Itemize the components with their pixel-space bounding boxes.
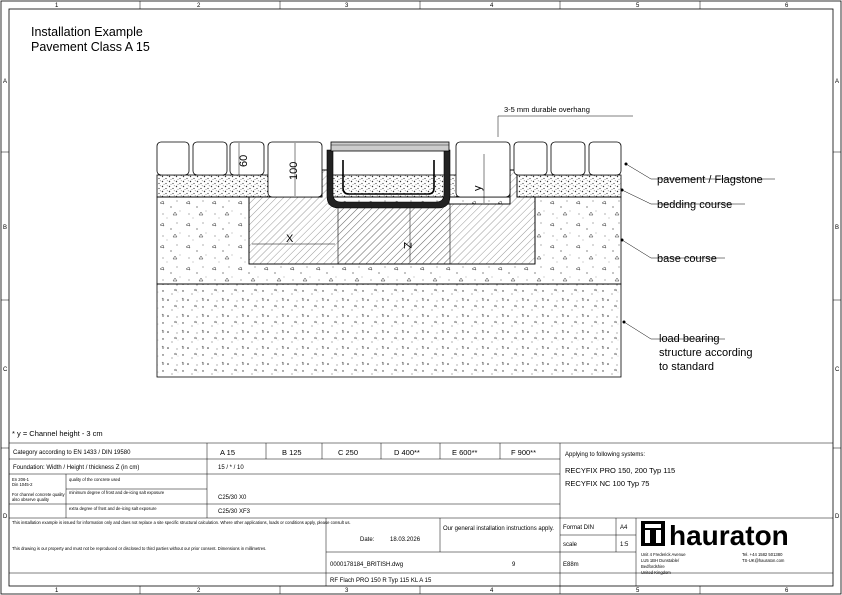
disclaimer-2: This drawing is our property and must not be reproduced or disclosed to third parties without our prior consent. Dimensions in millimetres. <box>12 546 267 551</box>
min-exposure-label: minimum degree of frost and de-icing salt exposure <box>69 490 165 495</box>
contact-phone: Tel. +44 1582 501380 <box>742 552 783 557</box>
callout-leaders <box>622 164 775 339</box>
disclaimer-1: This installation example is issued for information only and does not replace a site specific structural calculation. Where other applications, loads or conditions apply, please consult us. <box>12 520 351 525</box>
col-label-6: 6 <box>785 3 789 9</box>
col-label-6-bottom: 6 <box>785 588 789 594</box>
class-e600: E 600** <box>452 448 478 457</box>
concrete-quality-label: quality of the concrete used <box>69 477 121 482</box>
callout-pavement: pavement / Flagstone <box>657 174 763 186</box>
format-label: Format DIN <box>563 525 595 531</box>
col-label-3-bottom: 3 <box>345 588 349 594</box>
class-f900: F 900** <box>511 448 537 457</box>
system-2: RECYFIX NC 100 Typ 75 <box>565 479 650 488</box>
drawing-description: RF Flach PRO 150 R Typ 115 KL A 15 <box>330 578 432 584</box>
foundation-inner-box <box>338 204 450 264</box>
paving-slab <box>193 142 227 175</box>
callout-load-1: load bearing <box>659 333 720 345</box>
class-d400: D 400** <box>394 448 420 457</box>
foundation-label: Foundation: Width / Height / thickness Z (in cm) <box>13 465 140 471</box>
concrete-c25-xf3: C25/30 XF3 <box>218 509 251 515</box>
callout-base: base course <box>657 253 717 265</box>
format-value: A4 <box>620 525 628 531</box>
row-label-b: B <box>3 225 8 231</box>
col-label-3: 3 <box>345 3 349 9</box>
load-bearing-layer <box>157 284 621 377</box>
paving-slab <box>589 142 621 175</box>
date-label: Date: <box>360 537 375 543</box>
row-label-a-right: A <box>835 79 840 85</box>
hauraton-logo <box>641 520 789 551</box>
col-label-4: 4 <box>490 3 494 9</box>
contact-email: TS-UK@hauraton.com <box>742 558 785 563</box>
concrete-note-1: For channel concrete quality <box>12 492 65 497</box>
drawing-title: Installation Example <box>31 25 143 39</box>
applies-label: Applying to following systems: <box>565 452 646 458</box>
dim-60-label: 60 <box>238 154 250 167</box>
paving-slab <box>157 142 189 175</box>
col-label-5: 5 <box>636 3 640 9</box>
foundation-value: 15 / * / 10 <box>218 465 244 471</box>
channel-grating <box>331 142 449 151</box>
drawing-number: 0000178184_BRITISH.dwg <box>330 562 404 568</box>
footnote: * y = Channel height - 3 cm <box>12 429 103 438</box>
row-label-d: D <box>3 514 8 520</box>
standard-en206: En 206-1 <box>12 477 29 482</box>
callout-load-2: structure according <box>659 347 753 359</box>
class-a15: A 15 <box>220 448 236 457</box>
address-line-1: Unit 4 Frederick Avenue <box>641 552 686 557</box>
row-label-c: C <box>3 367 8 373</box>
paving-slab <box>514 142 547 175</box>
concrete-note-2: also observe quality <box>12 497 50 502</box>
dim-z-label: Z <box>401 242 413 249</box>
scale-label: scale <box>563 542 578 548</box>
address-line-4: United Kingdom <box>641 570 671 575</box>
col-label-2: 2 <box>197 3 201 9</box>
dim-y-label: y <box>472 185 484 191</box>
row-label-a: A <box>3 79 8 85</box>
system-1: RECYFIX PRO 150, 200 Typ 115 <box>565 466 676 475</box>
sheet-number: 9 <box>512 562 516 568</box>
address-line-3: Bedfordshire <box>641 564 665 569</box>
callout-bedding: bedding course <box>657 199 733 211</box>
col-label-2-bottom: 2 <box>197 588 201 594</box>
address-line-2: LU5 1BH Dunstable/ <box>641 558 680 563</box>
row-label-c-right: C <box>835 367 840 373</box>
col-label-4-bottom: 4 <box>490 588 494 594</box>
extra-exposure-label: extra degree of frost and de-icing salt exposure <box>69 506 157 511</box>
dim-100-label: 100 <box>288 161 300 180</box>
category-label: Category according to EN 1433 / DIN 19580 <box>13 450 131 456</box>
paving-slab <box>551 142 585 175</box>
concrete-c25-x0: C25/30 X0 <box>218 495 247 501</box>
dim-x-label: X <box>286 233 294 245</box>
drawing-subtitle: Pavement Class A 15 <box>31 40 150 54</box>
col-label-1-bottom: 1 <box>55 588 59 594</box>
svg-text:hauraton: hauraton <box>669 520 789 551</box>
date-value: 18.03.2026 <box>390 537 421 543</box>
col-label-1: 1 <box>55 3 59 9</box>
cross-section <box>157 142 621 377</box>
standard-din1045: Din 1045-2 <box>12 482 33 487</box>
row-label-d-right: D <box>835 514 840 520</box>
overhang-label: 3-5 mm durable overhang <box>504 105 590 114</box>
row-label-b-right: B <box>835 225 840 231</box>
class-c250: C 250 <box>338 448 359 457</box>
col-label-5-bottom: 5 <box>636 588 640 594</box>
callout-load-3: to standard <box>659 361 715 373</box>
revision: E88m <box>563 562 579 568</box>
installation-note: Our general installation instructions apply. <box>443 526 554 532</box>
class-b125: B 125 <box>282 448 302 457</box>
scale-value: 1:5 <box>620 542 629 548</box>
